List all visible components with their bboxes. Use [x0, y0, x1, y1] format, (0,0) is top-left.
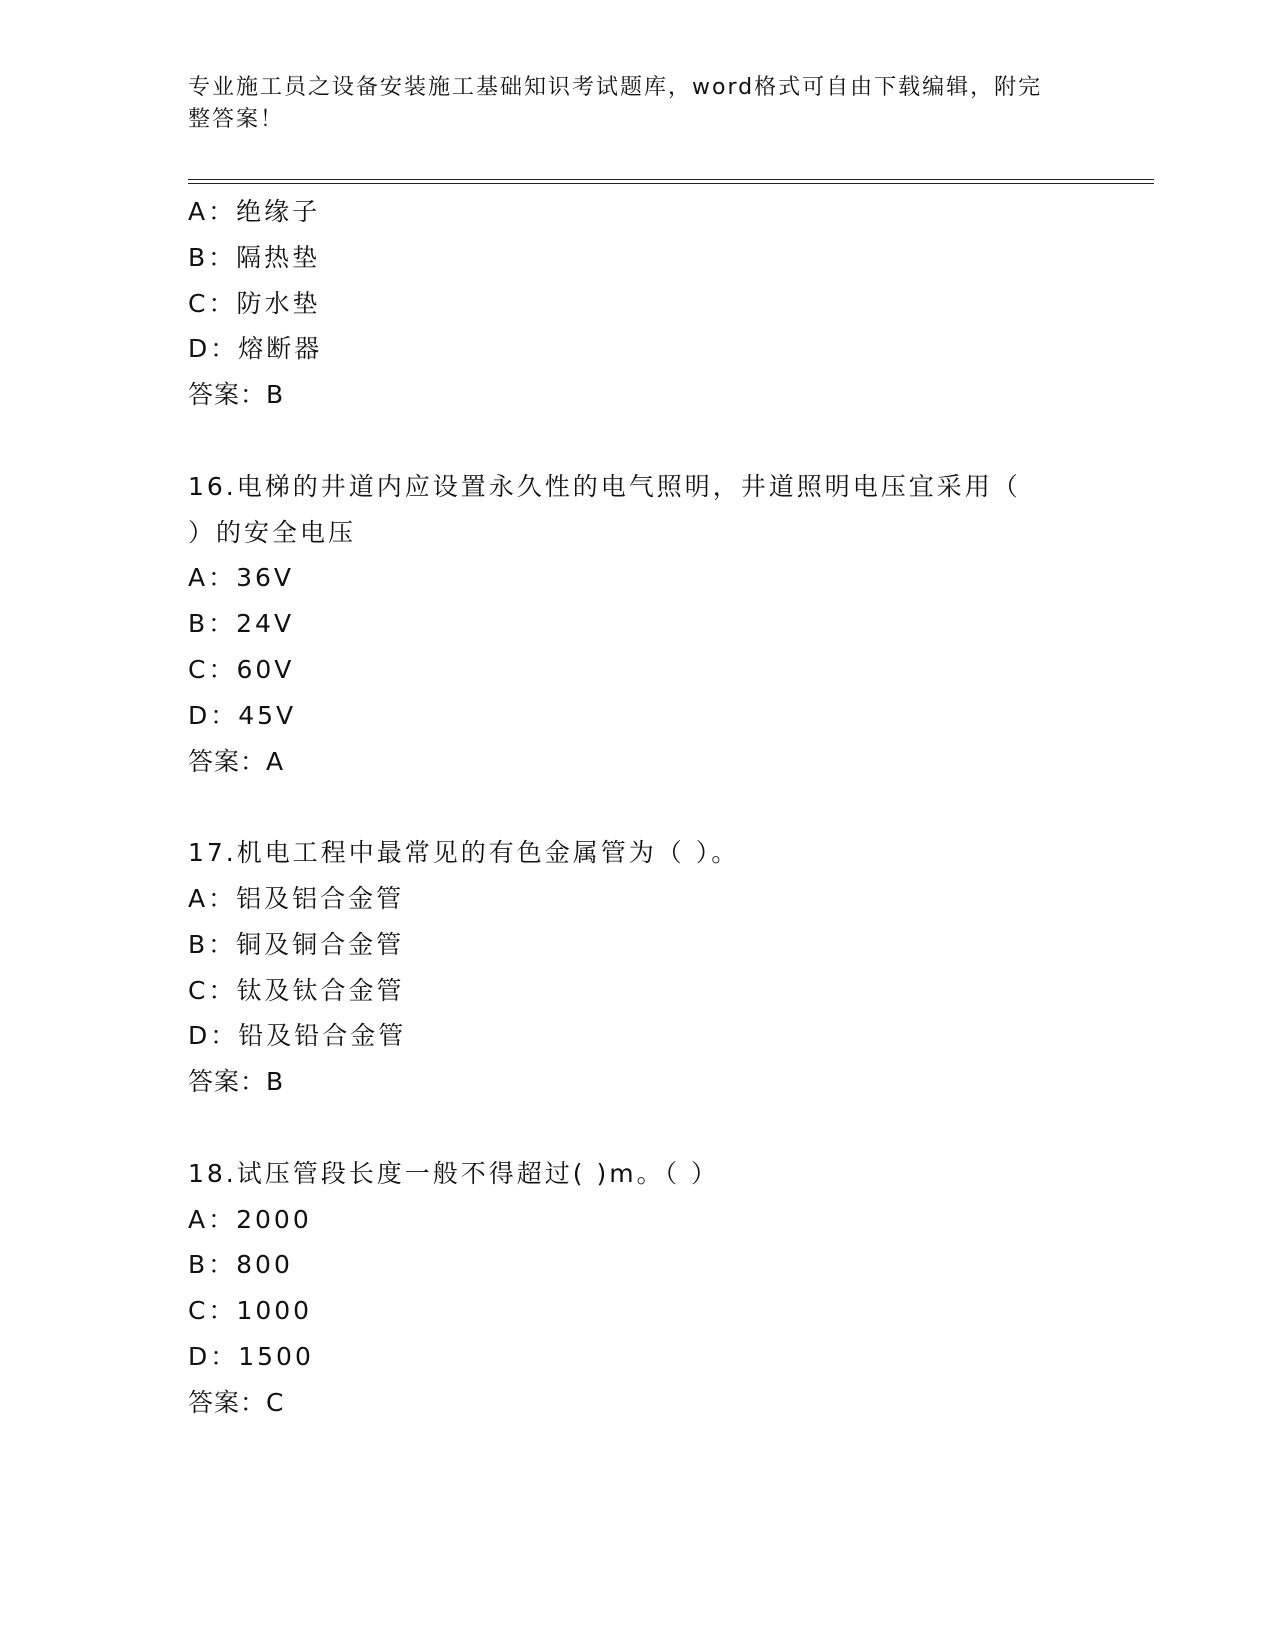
- question-block: [188, 464, 1154, 785]
- option-b: B：800: [188, 1250, 293, 1280]
- answer-line: 答案：A: [188, 746, 285, 776]
- header-divider-top: [188, 179, 1154, 180]
- option-d: D：45V: [188, 700, 297, 730]
- question-text-line-2: ）的安全电压: [188, 517, 357, 547]
- spacer: [188, 784, 1154, 830]
- option-d: D：铅及铅合金管: [188, 1021, 407, 1051]
- document-header: [188, 72, 1088, 136]
- question-block: [188, 1151, 1154, 1426]
- question-text-line-1: 17.机电工程中最常见的有色金属管为（ ）。: [188, 838, 740, 868]
- question-list: [188, 189, 1154, 1426]
- option-b: B：24V: [188, 609, 295, 639]
- spacer: [188, 1105, 1154, 1151]
- spacer: [188, 418, 1154, 464]
- answer-line: 答案：B: [188, 380, 285, 410]
- option-c: C：60V: [188, 654, 295, 684]
- option-d: D：熔断器: [188, 334, 323, 364]
- option-c: C：1000: [188, 1296, 313, 1326]
- question-text-line-1: 18.试压管段长度一般不得超过( )m。（ ）: [188, 1158, 720, 1188]
- question-text-line-1: 16.电梯的井道内应设置永久性的电气照明，井道照明电压宜采用（: [188, 471, 1021, 501]
- question-block: [188, 189, 1154, 418]
- header-divider-bottom: [188, 183, 1154, 184]
- option-c: C：防水垫: [188, 288, 321, 318]
- header-line-2: 整答案！: [188, 107, 285, 132]
- question-block: [188, 830, 1154, 1105]
- option-a: A：绝缘子: [188, 197, 321, 226]
- option-d: D：1500: [188, 1341, 314, 1371]
- option-a: A：铝及铝合金管: [188, 883, 405, 913]
- option-b: B：隔热垫: [188, 242, 321, 272]
- option-c: C：钛及钛合金管: [188, 975, 405, 1005]
- option-a: A：2000: [188, 1204, 312, 1234]
- header-line-1: 专业施工员之设备安装施工基础知识考试题库，word格式可自由下载编辑，附完: [188, 75, 1043, 100]
- answer-line: 答案：B: [188, 1067, 285, 1097]
- option-a: A：36V: [188, 563, 295, 593]
- answer-line: 答案：C: [188, 1387, 285, 1417]
- option-b: B：铜及铜合金管: [188, 929, 405, 959]
